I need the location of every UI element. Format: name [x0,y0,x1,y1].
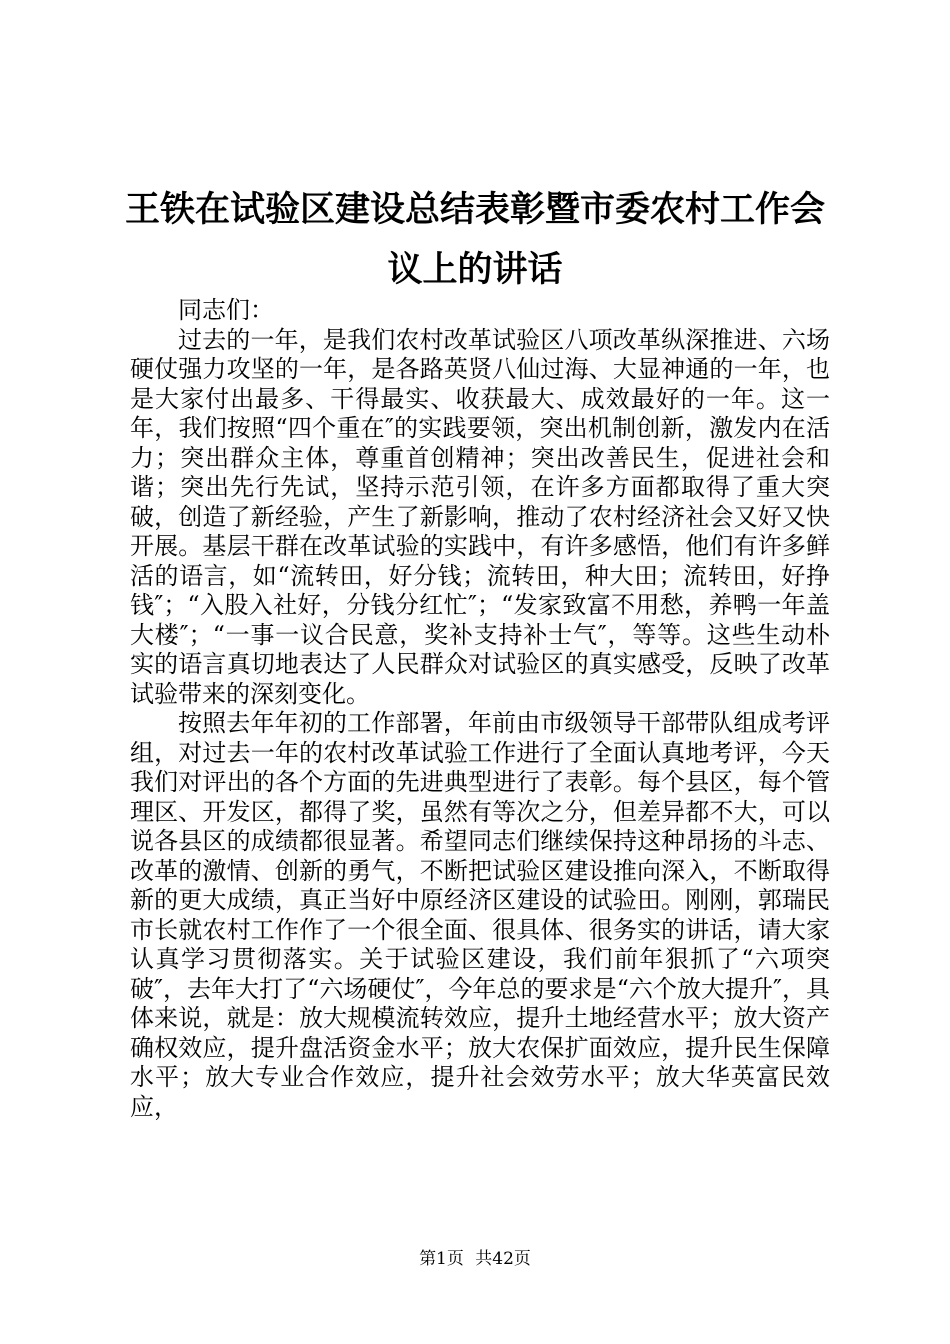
paragraph: 过去的一年，是我们农村改革试验区八项改革纵深推进、六场硬仗强力攻坚的一年，是各路英贤八仙过海、大显神通的一年，也是大家付出最多、干得最实、收获最大、成效最好的一年。这一年，我们按照“四个重在″的实践要领，突出机制创新，激发内在活力；突出群众主体，尊重首创精神；突出改善民生，促进社会和谐；突出先行先试，坚持示范引领，在许多方面都取得了重大突破，创造了新经验，产生了新影响，推动了农村经济社会又好又快开展。基层干群在改革试验的实践中，有许多感悟，他们有许多鲜活的语言，如“流转田，好分钱；流转田，种大田；流转田，好挣钱″；“入股入社好，分钱分红忙″；“发家致富不用愁，养鸭一年盖大楼″；“一事一议合民意，奖补支持补士气″，等等。这些生动朴实的语言真切地表达了人民群众对试验区的真实感受，反映了改革试验带来的深刻变化。 [130,325,830,708]
document-body [130,296,830,1122]
page-number: 第1页 [419,1249,464,1269]
document-title: 王铁在试验区建设总结表彰暨市委农村工作会议上的讲话 [124,189,825,290]
page-total: 共42页 [475,1249,531,1269]
salutation: 同志们： [178,296,274,324]
page-footer [0,1244,950,1269]
paragraph: 按照去年年初的工作部署，年前由市级领导干部带队组成考评组，对过去一年的农村改革试验工作进行了全面认真地考评，今天我们对评出的各个方面的先进典型进行了表彰。每个县区，每个管理区、开发区，都得了奖，虽然有等次之分，但差异都不大，可以说各县区的成绩都很显著。希望同志们继续保持这种昂扬的斗志、改革的激情、创新的勇气，不断把试验区建设推向深入，不断取得新的更大成绩，真正当好中原经济区建设的试验田。刚刚，郭瑞民市长就农村工作作了一个很全面、很具体、很务实的讲话，请大家认真学习贯彻落实。关于试验区建设，我们前年狠抓了“六项突破″，去年大打了“六场硬仗″，今年总的要求是“六个放大提升″，具体来说，就是：放大规模流转效应，提升土地经营水平；放大资产确权效应，提升盘活资金水平；放大农保扩面效应，提升民生保障水平；放大专业合作效应，提升社会效劳水平；放大华英富民效应， [130,709,830,1121]
